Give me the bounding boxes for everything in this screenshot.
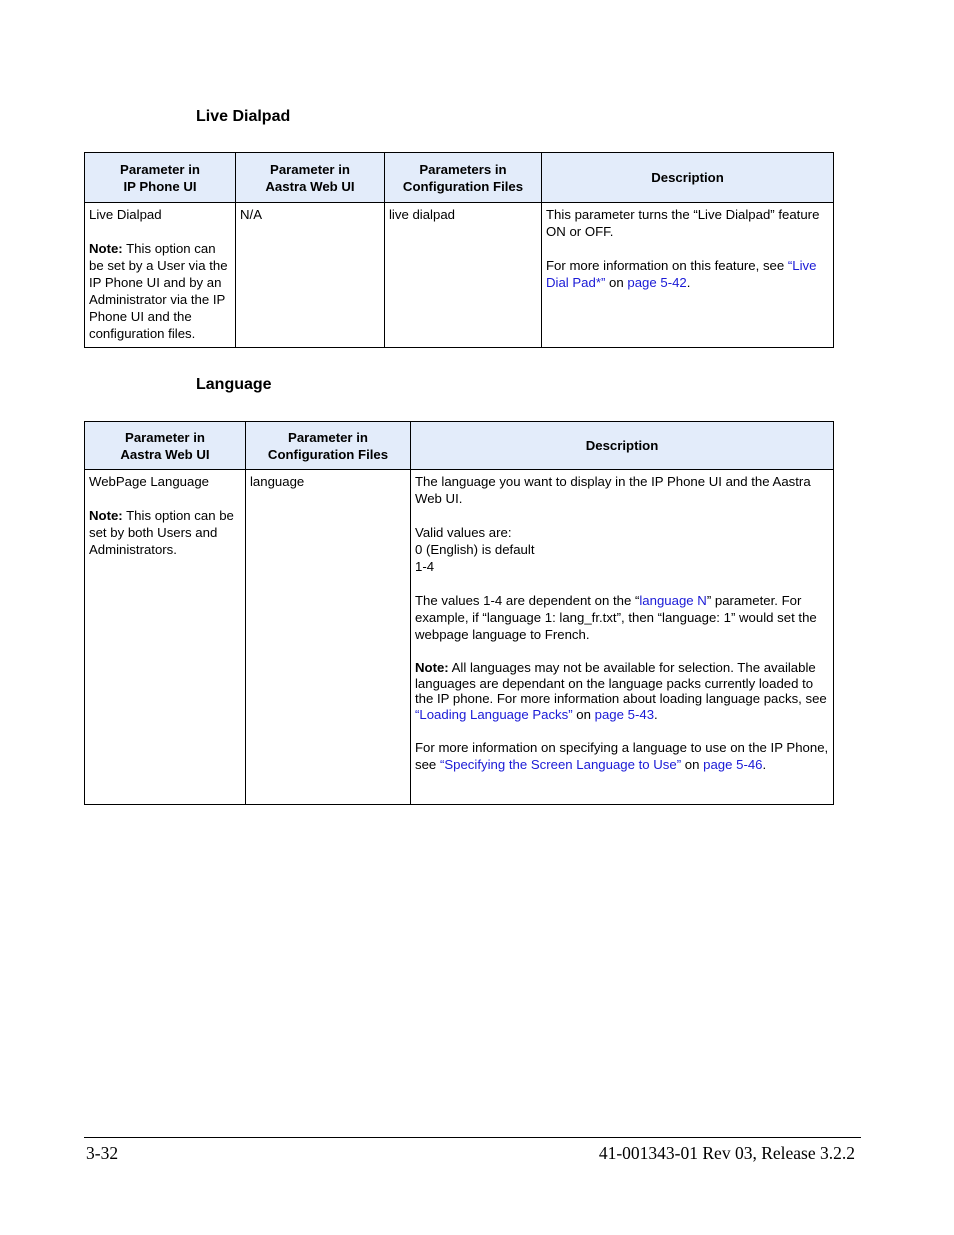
note: Note: This option can be set by both Users and Administrators. — [89, 508, 234, 557]
header-description: Description — [542, 153, 834, 203]
table-row — [85, 470, 834, 805]
doc-id: 41-001343-01 Rev 03, Release 3.2.2 — [598, 1143, 855, 1163]
cell-description: The language you want to display in the IP Phone UI and the Aastra Web UI. Valid values are: 0 (English) is default 1-4 The values 1-4 are dependent on the “language N” parameter. For example, if “language 1: lang_fr.txt”, then “language: 1” would set the webpage language to French. Note: All languages may not be available for selection. The available languages are dependant on the language packs currently loaded to the IP phone. For more information about loading language packs, see “Loading Language Packs” on page 5-43. For more information on specifying a language to use on the IP Phone, see “Specifying the Screen Language to Use” on page 5-46. — [411, 470, 834, 805]
param-name: WebPage Language — [89, 474, 210, 489]
link-specifying-screen-language[interactable]: “Specifying the Screen Language to Use” — [439, 757, 682, 772]
link-loading-language-packs[interactable]: “Loading Language Packs” — [415, 706, 573, 722]
cell-description: This parameter turns the “Live Dialpad” feature ON or OFF. For more information on this feature, see “Live Dial Pad*” on page 5-42. — [542, 203, 834, 348]
header-description: Description — [411, 422, 834, 470]
cell-web-ui — [85, 470, 246, 805]
link-page-5-43[interactable]: page 5-43 — [594, 706, 655, 722]
header-ip-phone-ui: Parameter in IP Phone UI — [85, 153, 236, 203]
param-name: Live Dialpad — [89, 207, 162, 222]
header-config-files: Parameter in Configuration Files — [246, 422, 411, 470]
cell-config-file: live dialpad — [385, 203, 542, 348]
section-title-live-dialpad: Live Dialpad — [196, 108, 291, 125]
cell-ip-phone-ui — [85, 203, 236, 348]
page-number: 3-32 — [86, 1143, 119, 1163]
cell-config-file: language — [246, 470, 411, 805]
link-page-5-46[interactable]: page 5-46 — [703, 757, 763, 772]
link-live-dial-pad[interactable]: “Live Dial Pad*” — [546, 258, 817, 290]
link-page-5-42[interactable]: page 5-42 — [627, 275, 687, 290]
table-header-row — [85, 422, 834, 470]
language-table — [84, 421, 834, 805]
table-row — [85, 203, 834, 348]
table-header-row — [85, 153, 834, 203]
header-aastra-web-ui: Parameter in Aastra Web UI — [85, 422, 246, 470]
header-config-files: Parameters in Configuration Files — [385, 153, 542, 203]
cell-web-ui: N/A — [236, 203, 385, 348]
header-aastra-web-ui: Parameter in Aastra Web UI — [236, 153, 385, 203]
live-dialpad-table — [84, 152, 834, 348]
footer-divider — [84, 1137, 861, 1138]
link-language-n[interactable]: language N — [639, 593, 707, 608]
note: Note: This option can be set by a User via the IP Phone UI and by an Administrator via the IP Phone UI and the configuration files. — [89, 241, 228, 341]
section-title-language: Language — [196, 376, 272, 393]
